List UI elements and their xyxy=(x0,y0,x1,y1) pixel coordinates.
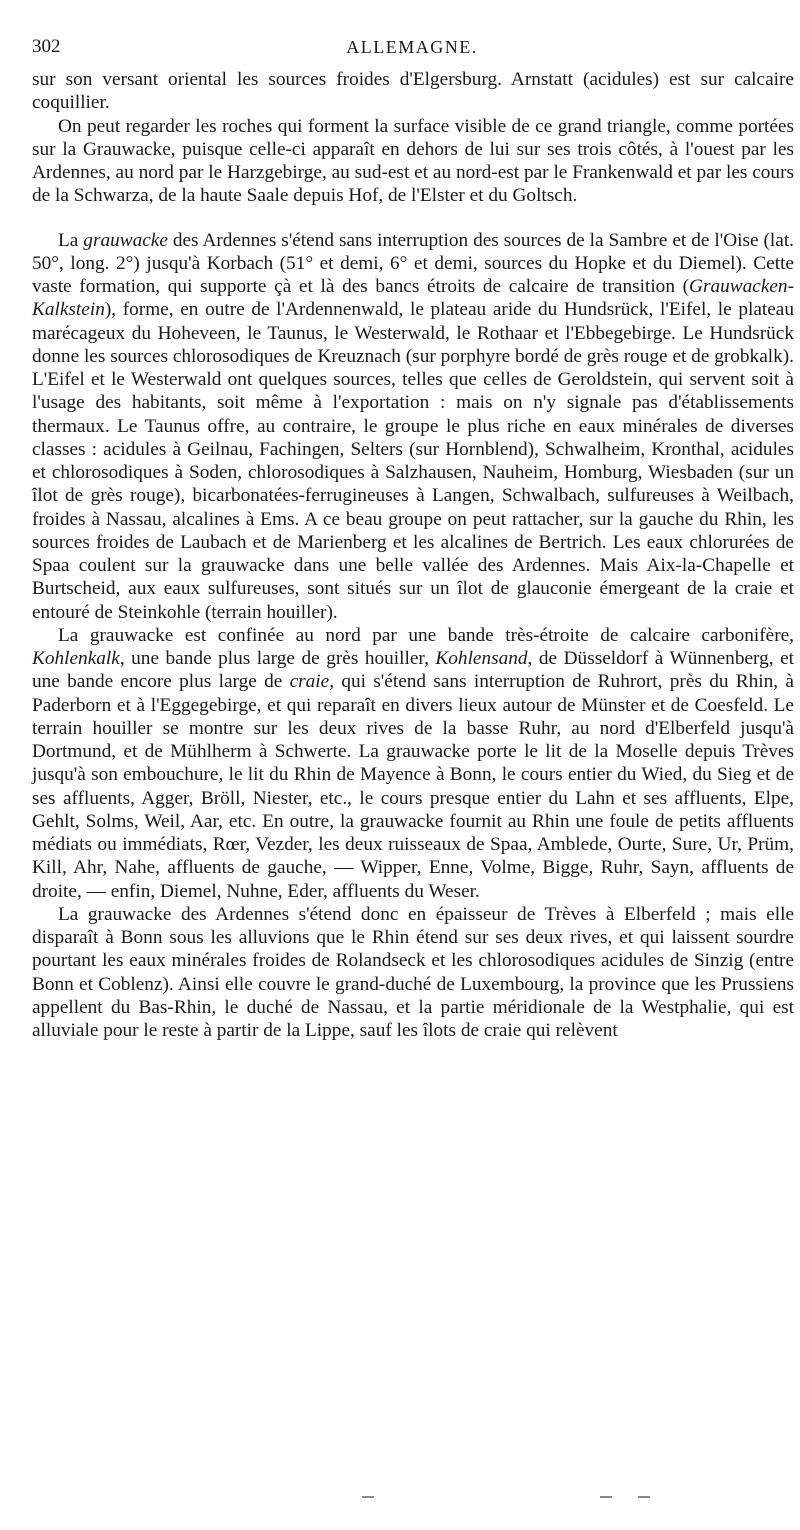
text-run: , une bande plus large de grès houiller, xyxy=(119,648,436,669)
page-number: 302 xyxy=(32,36,61,57)
text-run: La xyxy=(58,229,84,251)
text-run: La grauwacke des Ardennes s'étend donc en épaisseur de Trèves à Elberfeld ; mais elle disparaît à Bonn sous les alluvions que le Rhin étend sur ses deux rives, et qui laissent sourdre pourtant les eaux minérales froides de Rolandseck et les chlorosodiques acidules de Sinzig (entre Bonn et Coblenz). Ainsi elle couvre le grand-duché de Luxembourg, la province que les Prussiens appellent du Bas-Rhin, le duché de Nassau, et la partie méridionale de la Westphalie, qui est alluviale pour le reste à partir de la Lippe, sauf les îlots de craie qui relèvent xyxy=(32,903,794,1041)
body-text xyxy=(32,68,794,1042)
page-edge-mark xyxy=(362,1496,374,1498)
italic-term: craie xyxy=(289,671,330,693)
text-run: On peut regarder les roches qui forment la surface visible de ce grand triangle, comme portées sur la Grauwacke, puisque celle-ci apparaît en dehors de lui sur ses trois côtés, à l'ouest par les Ardennes, au nord par le Harzgebirge, au sud-est et au nord-est par le Frankenwald et par les cours de la Schwarza, de la haute Saale depuis Hof, de l'Elster et du Goltsch. xyxy=(32,115,794,207)
text-run: , de Düsseldorf à Wünnenberg, et une bande encore plus large de xyxy=(32,648,794,693)
text-run: ), forme, en outre de l'Ardennenwald, le plateau aride du Hundsrück, l'Eifel, le plateau marécageux du Hoheveen, le Taunus, le Westerwald, le Rothaar et l'Ebbegebirge. Le Hundsrück donne les sources chlorosodiques de Kreuznach (sur porphyre bordé de grès rouge et de grobkalk). L'Eifel et le Westerwald ont quelques sources, telles que celles de Geroldstein, qui servent soit à l'usage des habitants, soit même à l'exportation : mais on n'y signale pas d'établissements thermaux. Le Taunus offre, au contraire, le groupe le plus riche en eaux minérales de diverses classes : acidules à Geilnau, Fachingen, Selters (sur Hornblend), Schwalheim, Kronthal, acidules et chlorosodiques à Soden, chlorosodiques à Salzhausen, Nauheim, Homburg, Wiesbaden (sur un îlot de grès rouge), bicarbonatées-ferrugineuses à Langen, Schwalbach, sulfureuses à Weilbach, froides à Nassau, alcalines à Ems. A ce beau groupe on peut rattacher, sur la gauche du Rhin, les sources froides de Laubach et de Marienberg et les alcalines de Bertrich. Les eaux chlorurées de Spaa coulent sur la grauwacke dans une belle vallée des Ardennes. Mais Aix-la-Chapelle et Burtscheid, aux eaux sulfureuses, sont situés sur un îlot de glauconie émergeant de la craie et entouré de Steinkohle (terrain houiller). xyxy=(32,299,794,623)
text-run: sur son versant oriental les sources froides d'Elgersburg. Arnstatt (acidules) est sur calcaire coquillier. xyxy=(32,69,794,114)
paragraph xyxy=(32,624,794,903)
paragraph xyxy=(32,229,794,624)
page-header xyxy=(32,36,792,58)
running-head: ALLEMAGNE. xyxy=(346,37,478,57)
text-run: , qui s'étend sans interruption de Ruhrort, près du Rhin, à Paderborn et à l'Eggegebirge, et qui reparaît en divers lieux autour de Münster et de Coesfeld. Le terrain houiller se montre sur les deux rives de la basse Ruhr, au nord d'Elberfeld jusqu'à Dortmund, et de Mühlherm à Schwerte. La grauwacke porte le lit de la Moselle depuis Trèves jusqu'à son embouchure, le lit du Rhin de Mayence à Bonn, le cours entier du Wied, du Sieg et de ses affluents, Agger, Bröll, Niester, etc., le cours presque entier du Lahn et ses affluents, Elpe, Gehlt, Solms, Weil, Aar, etc. En outre, la grauwacke fournit au Rhin une foule de petits affluents médiats ou immédiats, Rœr, Vezder, les deux ruisseaux de Spaa, Amblede, Ourte, Sure, Ur, Prüm, Kill, Ahr, Nahe, affluents de gauche, — Wipper, Enne, Volme, Bigge, Ruhr, Sayn, affluents de droite, — enfin, Diemel, Nuhne, Eder, affluents du Weser. xyxy=(32,671,794,902)
page-edge-mark xyxy=(600,1496,612,1498)
italic-term: grauwacke xyxy=(83,229,168,251)
paragraph xyxy=(32,68,794,115)
paragraph xyxy=(32,115,794,208)
italic-term: Kohlenkalk xyxy=(32,648,120,669)
page-edge-mark xyxy=(638,1496,650,1498)
italic-term: Grauwacken-Kalkstein xyxy=(32,276,794,321)
italic-term: Kohlensand xyxy=(435,648,528,669)
text-run: La grauwacke est confinée au nord par une bande très-étroite de calcaire carbonifère, xyxy=(58,624,794,646)
text-run: des Ardennes s'étend sans interruption des sources de la Sambre et de l'Oise (lat. 50°, long. 2°) jusqu'à Korbach (51° et demi, 6° et demi, sources du Hopke et du Diemel). Cette vaste formation, qui supporte çà et là des bancs étroits de calcaire de transition ( xyxy=(32,229,795,297)
paragraph xyxy=(32,903,794,1043)
